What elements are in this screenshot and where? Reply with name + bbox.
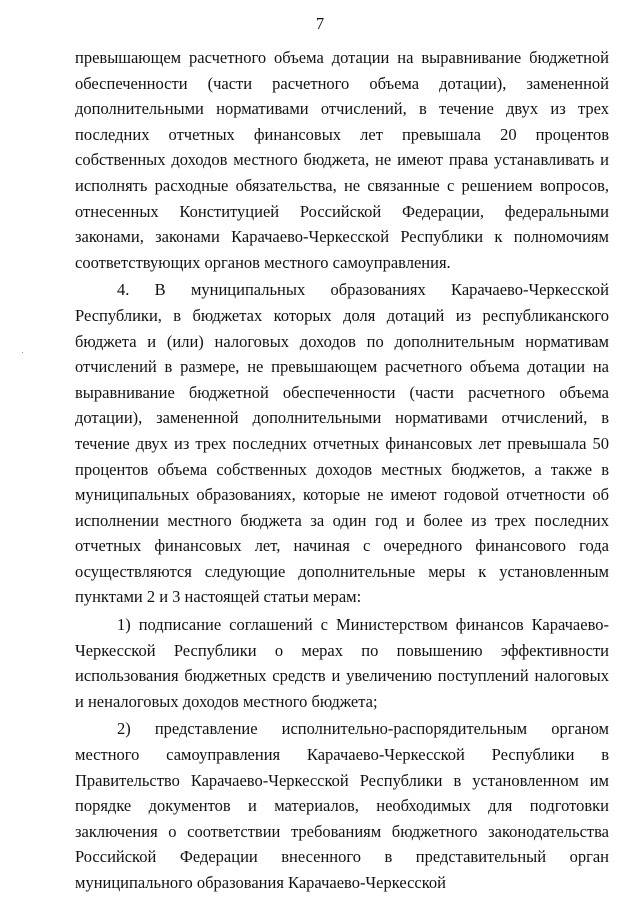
document-body <box>75 45 609 898</box>
page-number: 7 <box>315 14 325 33</box>
paragraph-subitem-1: 1) подписание соглашений с Министерством финансов Карачаево-Черкесской Республики о мерах по повышению эффективности использования бюджетных средств и увеличению поступлений налоговых и неналоговых доходов местного бюджета; <box>75 615 609 711</box>
paragraph-continuation: превышающем расчетного объема дотации на выравнивание бюджетной обеспеченности (части расчетного объема дотации), замененной дополнительными нормативами отчислений, в течение двух из трех последних отчетных финансовых лет превышала 20 процентов собственных доходов местного бюджета, не имеют права устанавливать и исполнять расходные обязательства, не связанные с решением вопросов, отнесенных Конституцией Российской Федерации, федеральными законами, законами Карачаево-Черкесской Республики к полномочиям соответствующих органов местного самоуправления. <box>75 48 609 272</box>
scan-artifact <box>22 352 23 353</box>
paragraph-subitem-2: 2) представление исполнительно-распорядительным органом местного самоуправления Карачаево-Черкесской Республики в Правительство Карачаево-Черкесской Республики в установленном им порядке документов и материалов, необходимых для подготовки заключения о соответствии требованиям бюджетного законодательства Российской Федерации внесенного в представительный орган муниципального образования Карачаево-Черкесской <box>75 719 609 892</box>
paragraph-item-4: 4. В муниципальных образованиях Карачаево-Черкесской Республики, в бюджетах которых доля дотаций из республиканского бюджета и (или) налоговых доходов по дополнительным нормативам отчислений в размере, не превышающем расчетного объема дотации на выравнивание бюджетной обеспеченности (части расчетного объема дотации), замененной дополнительными нормативами отчислений, в течение двух из трех последних отчетных финансовых лет превышала 50 процентов объема собственных доходов местных бюджетов, а также в муниципальных образованиях, которые не имеют годовой отчетности об исполнении местного бюджета за один год и более из трех последних отчетных финансовых лет, начиная с очередного финансового года осуществляются следующие дополнительные меры к установленным пунктами 2 и 3 настоящей статьи мерам: <box>75 280 609 607</box>
